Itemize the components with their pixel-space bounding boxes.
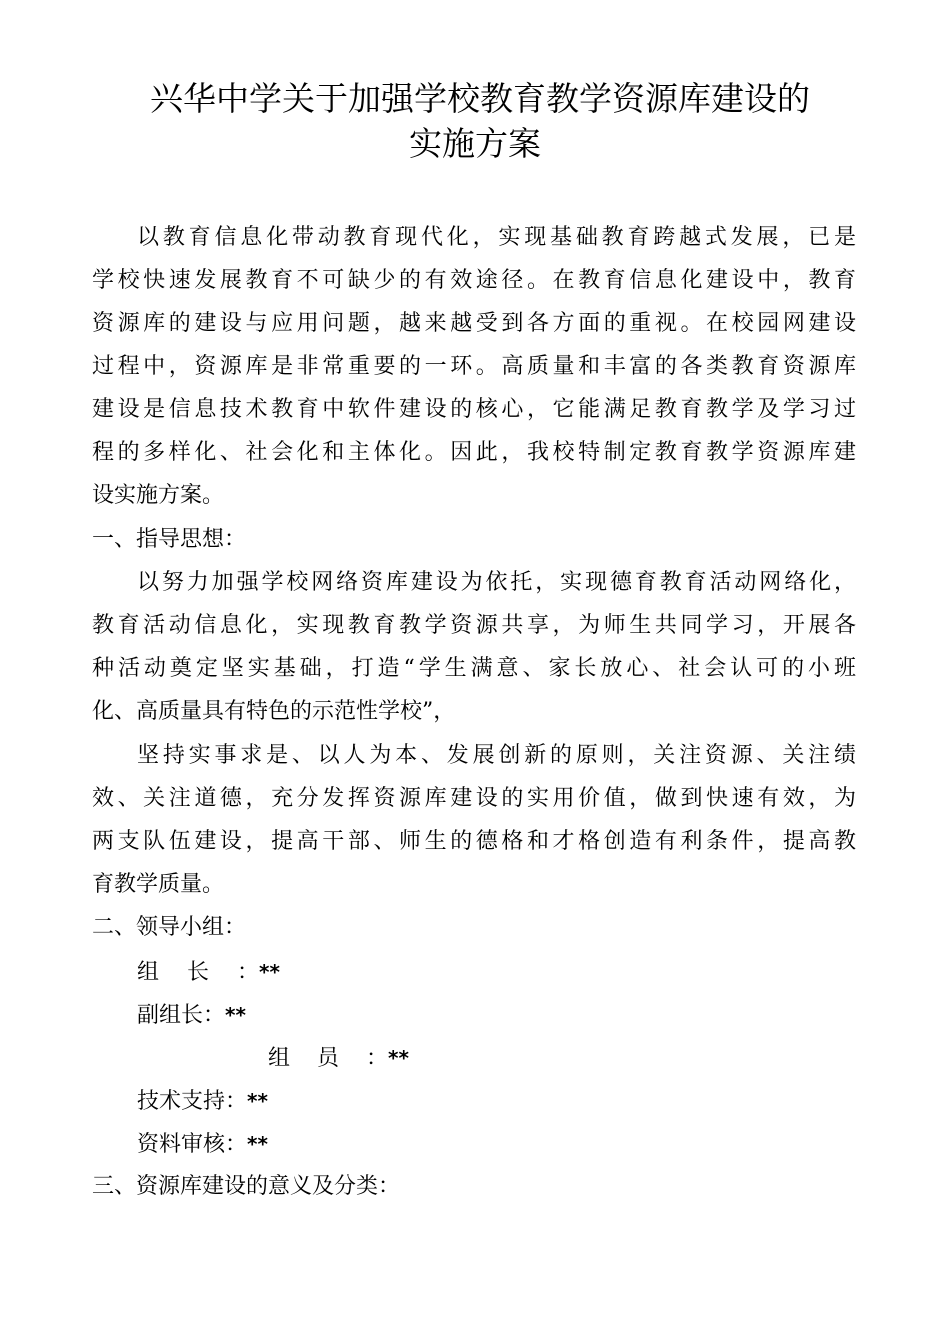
intro-line: 设实施方案。 — [92, 483, 225, 508]
section1-para1-line: 教育活动信息化，实现教育教学资源共享，为师生共同学习，开展各 — [92, 613, 856, 638]
member-row-deputy-leader — [137, 1000, 246, 1031]
section1-para1-line: 种活动奠定坚实基础，打造“学生满意、家长放心、社会认可的小班 — [92, 656, 856, 681]
section1-para2-line: 坚持实事求是、以人为本、发展创新的原则，关注资源、关注绩 — [137, 743, 856, 768]
member-role: 组员： — [268, 1046, 388, 1071]
member-name: ** — [388, 1046, 409, 1070]
section-heading-leadership-group: 二、领导小组： — [92, 915, 247, 940]
member-role: 组长： — [137, 960, 259, 985]
section1-para2-line: 效、关注道德，充分发挥资源库建设的实用价值，做到快速有效，为 — [92, 786, 856, 811]
section1-para1-line: 以努力加强学校网络资库建设为依托，实现德育教育活动网络化， — [137, 570, 856, 595]
member-name: ** — [225, 1003, 246, 1027]
intro-line: 资源库的建设与应用问题，越来越受到各方面的重视。在校园网建设 — [92, 311, 856, 336]
intro-line: 建设是信息技术教育中软件建设的核心，它能满足教育教学及学习过 — [92, 397, 856, 422]
member-role: 副组长： — [137, 1003, 226, 1028]
member-role: 技术支持： — [137, 1089, 248, 1114]
document-title-line-1: 兴华中学关于加强学校教育教学资源库建设的 — [150, 79, 810, 118]
member-row-members — [268, 1043, 409, 1074]
section-heading-guiding-thought: 一、指导思想： — [92, 527, 247, 552]
intro-line: 以教育信息化带动教育现代化，实现基础教育跨越式发展，已是 — [137, 225, 856, 250]
member-row-material-review — [137, 1129, 268, 1160]
member-row-tech-support — [137, 1086, 268, 1117]
intro-line: 过程中，资源库是非常重要的一环。高质量和丰富的各类教育资源库 — [92, 354, 856, 379]
section-heading-significance-and-classification: 三、资源库建设的意义及分类： — [92, 1174, 401, 1199]
section1-para2-line: 两支队伍建设，提高干部、师生的德格和才格创造有利条件，提高教 — [92, 829, 856, 854]
member-row-leader — [137, 957, 280, 988]
intro-line: 程的多样化、社会化和主体化。因此，我校特制定教育教学资源库建 — [92, 440, 856, 465]
member-role: 资料审核： — [137, 1132, 248, 1157]
member-name: ** — [247, 1132, 268, 1156]
member-name: ** — [247, 1089, 268, 1113]
section1-para1-line: 化、高质量具有特色的示范性学校”， — [92, 699, 456, 724]
section1-para2-line: 育教学质量。 — [92, 872, 225, 897]
document-title-line-2: 实施方案 — [409, 124, 541, 163]
member-name: ** — [259, 960, 280, 984]
intro-line: 学校快速发展教育不可缺少的有效途径。在教育信息化建设中，教育 — [92, 268, 856, 293]
